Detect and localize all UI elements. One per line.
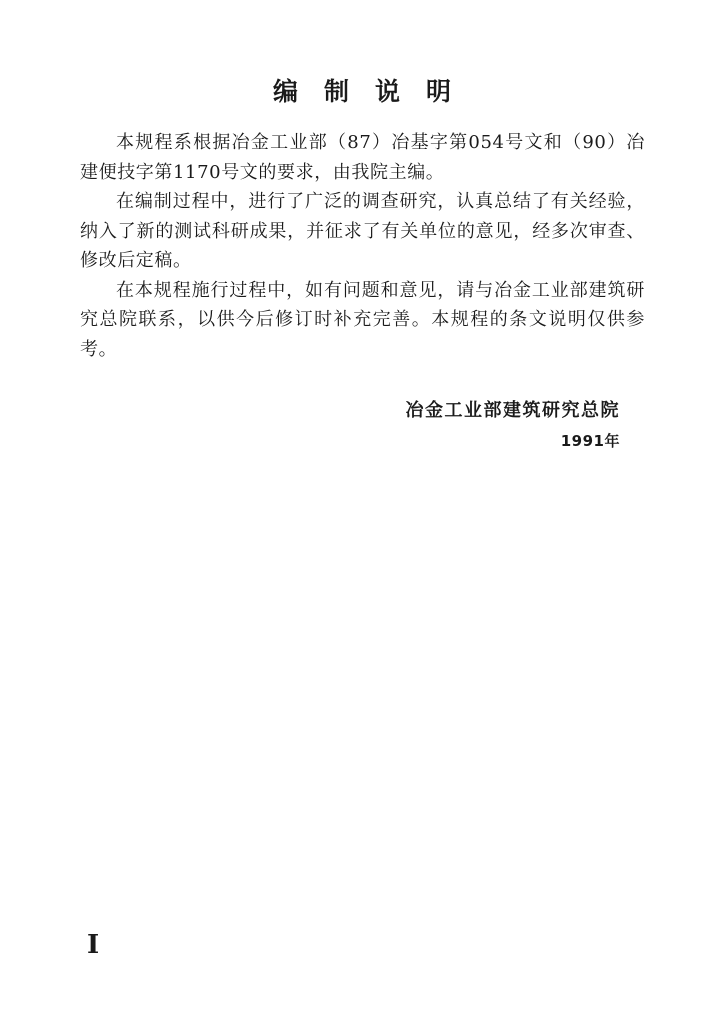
page-title: 编制说明 (272, 77, 477, 106)
signature-date: 1991年 (560, 432, 620, 450)
paragraph-1: 本规程系根据冶金工业部（87）冶基字第054号文和（90）冶建便技字第1170号文的要求，由我院主编。 (80, 132, 645, 183)
signature-block (406, 396, 621, 456)
page-number: I (87, 930, 100, 960)
paragraph-3: 在本规程施行过程中，如有问题和意见，请与冶金工业部建筑研究总院联系，以供今后修订时补充完善。本规程的条文说明仅供参考。 (80, 279, 645, 360)
signature-organization: 冶金工业部建筑研究总院 (405, 400, 620, 421)
body-text (80, 128, 645, 364)
paragraph-2: 在编制过程中，进行了广泛的调查研究，认真总结了有关经验，纳入了新的测试科研成果，并征求了有关单位的意见，经多次审查、修改后定稿。 (80, 191, 645, 271)
